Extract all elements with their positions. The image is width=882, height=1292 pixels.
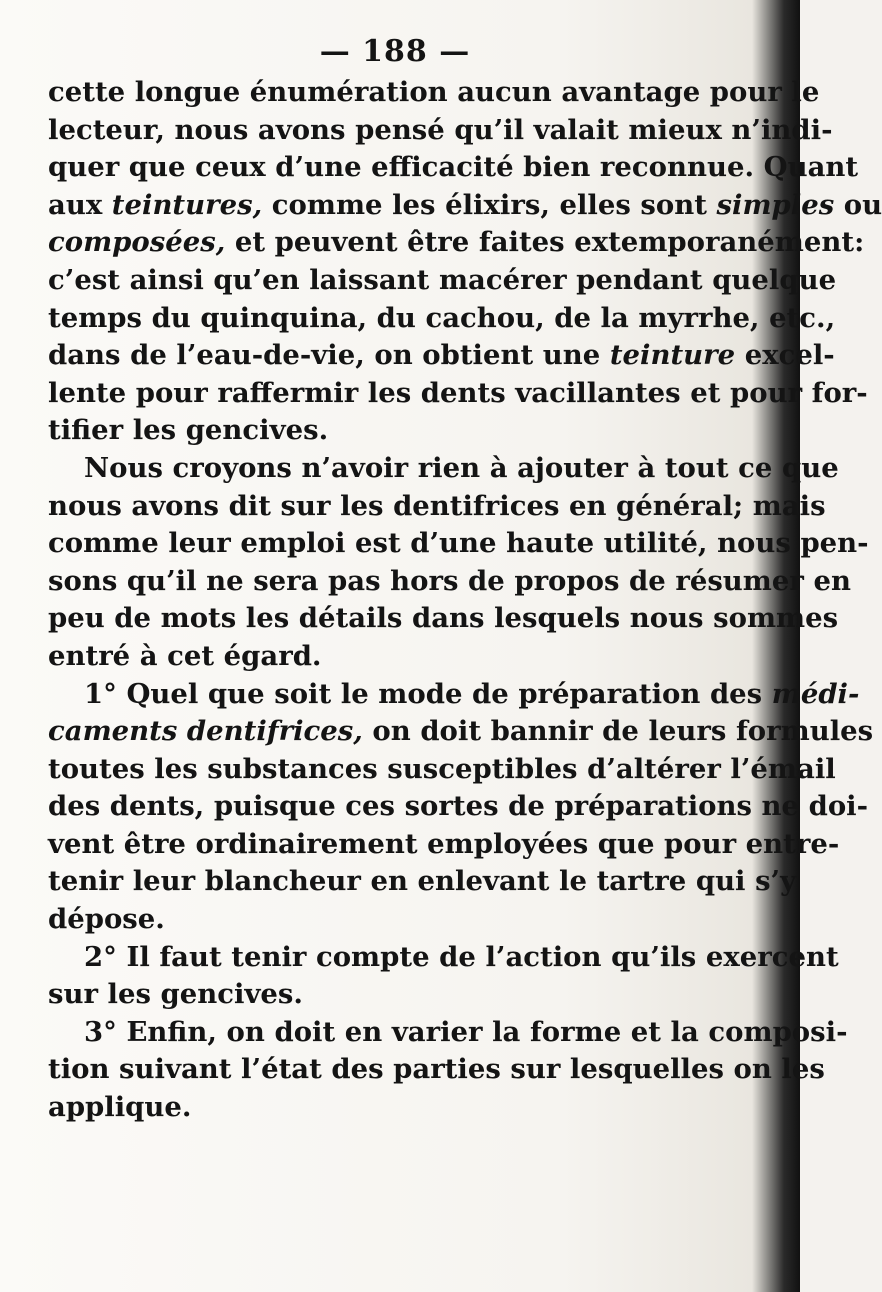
text-segment: quer que ceux d’une efficacité bien reconnue. Quant	[48, 151, 859, 184]
text-segment: peu de mots les détails dans lesquels nous sommes	[48, 602, 839, 635]
text-line	[48, 450, 839, 488]
text-line	[48, 149, 859, 187]
text-segment: sur les gencives.	[48, 978, 303, 1011]
italic-text: teintures,	[111, 188, 263, 221]
text-segment: excel-	[735, 339, 835, 372]
text-segment: lente pour raffermir les dents vacillantes et pour for-	[48, 376, 868, 409]
text-line	[48, 713, 874, 751]
text-segment: et peuvent être faites extemporanément:	[225, 226, 865, 259]
text-segment: comme les élixirs, elles sont	[262, 188, 717, 221]
text-segment: nous avons dit sur les dentifrices en général; mais	[48, 489, 826, 522]
text-line	[48, 1014, 848, 1052]
text-line	[48, 563, 851, 601]
page-number: — 188 —	[319, 34, 471, 69]
text-line	[48, 488, 826, 526]
text-segment: tenir leur blancheur en enlevant le tartre qui s’y	[48, 865, 797, 898]
text-segment: tifier les gencives.	[48, 414, 329, 447]
text-line	[48, 976, 754, 1014]
text-segment: toutes les substances susceptibles d’altérer l’émail	[48, 752, 836, 785]
text-line	[48, 788, 869, 826]
text-line	[48, 74, 820, 112]
text-line	[48, 901, 754, 939]
text-line	[48, 863, 797, 901]
text-segment: temps du quinquina, du cachou, de la myrrhe, etc.,	[48, 301, 836, 334]
text-segment: dans de l’eau-de-vie, on obtient une	[48, 339, 610, 372]
text-segment: lecteur, nous avons pensé qu’il valait mieux n’indi-	[48, 113, 833, 146]
text-line	[48, 412, 754, 450]
text-line	[48, 676, 860, 714]
text-line	[48, 300, 836, 338]
text-segment: cette longue énumération aucun avantage pour le	[48, 76, 820, 108]
italic-text: teinture	[609, 339, 736, 372]
text-line	[48, 375, 868, 413]
text-segment: comme leur emploi est d’une haute utilité, nous pen-	[48, 527, 869, 560]
text-line	[48, 939, 839, 977]
text-segment: c’est ainsi qu’en laissant macérer pendant quelque	[48, 263, 837, 296]
italic-text: caments dentifrices,	[48, 715, 363, 748]
text-line	[48, 112, 833, 150]
text-segment: dépose.	[48, 903, 165, 936]
text-line	[48, 187, 882, 225]
italic-text: médi-	[771, 677, 860, 710]
text-segment: vent être ordinairement employées que pour entre-	[48, 827, 840, 860]
text-line	[48, 1051, 825, 1089]
text-line	[48, 1089, 754, 1127]
text-segment: on doit bannir de leurs formules	[362, 715, 874, 748]
text-segment: entré à cet égard.	[48, 639, 322, 672]
text-line	[48, 600, 839, 638]
text-segment: 1° Quel que soit le mode de préparation des	[84, 677, 772, 710]
text-line	[48, 751, 836, 789]
text-segment: aux	[48, 188, 112, 221]
text-segment: Nous croyons n’avoir rien à ajouter à tout ce que	[84, 451, 839, 484]
text-segment: des dents, puisque ces sortes de préparations ne doi-	[48, 790, 869, 823]
text-segment: 3° Enfin, on doit en varier la forme et la composi-	[84, 1015, 848, 1048]
text-line	[48, 262, 837, 300]
text-segment: tion suivant l’état des parties sur lesquelles on les	[48, 1053, 825, 1086]
text-segment: applique.	[48, 1091, 192, 1124]
text-line	[48, 638, 754, 676]
text-line	[48, 224, 865, 262]
text-line	[48, 826, 840, 864]
body-text	[48, 74, 882, 1127]
text-line	[48, 337, 835, 375]
italic-text: simples	[716, 188, 835, 221]
text-segment: 2° Il faut tenir compte de l’action qu’ils exercent	[84, 940, 839, 973]
text-line	[48, 525, 869, 563]
text-segment: sons qu’il ne sera pas hors de propos de résumer en	[48, 564, 851, 597]
text-segment: ou	[834, 188, 882, 221]
italic-text: composées,	[48, 226, 226, 259]
